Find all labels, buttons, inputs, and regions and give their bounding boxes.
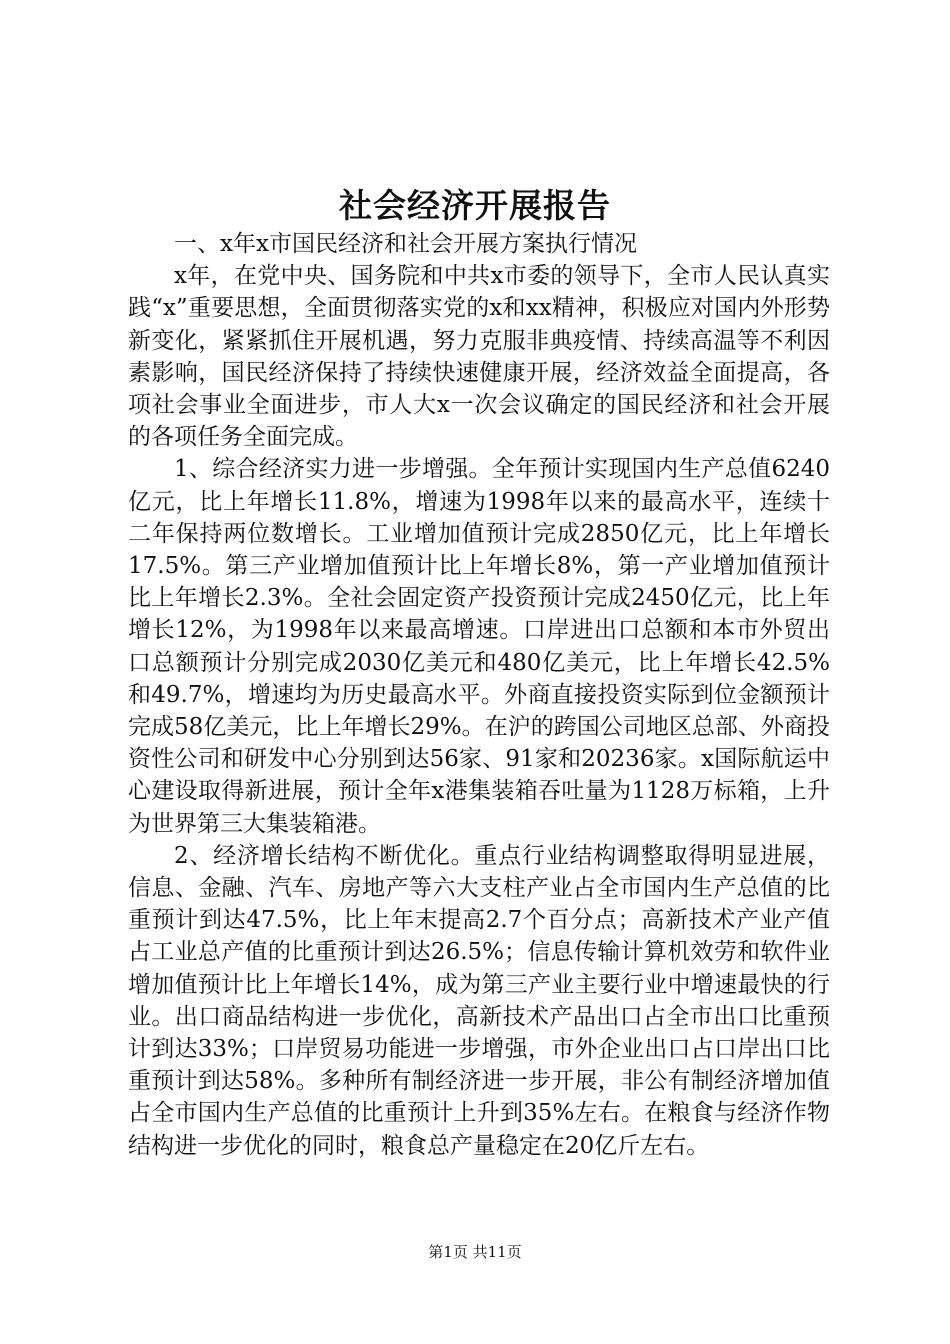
document-body bbox=[128, 228, 830, 1162]
page-number-footer: 第1页 共11页 bbox=[428, 1243, 522, 1261]
paragraph-growth-structure: 2、经济增长结构不断优化。重点行业结构调整取得明显进展，信息、金融、汽车、房地产等六大支柱产业占全市国内生产总值的比重预计到达47.5%，比上年末提高2.7个百分点；高新技术产业产值占工业总产值的比重预计到达26.5%；信息传输计算机效劳和软件业增加值预计比上年增长14%，成为第三产业主要行业中增速最快的行业。出口商品结构进一步优化，高新技术产品出口占全市出口比重预计到达33%；口岸贸易功能进一步增强，市外企业出口占口岸出口比重预计到达58%。多种所有制经济进一步开展，非公有制经济增加值占全市国内生产总值的比重预计上升到35%左右。在粮食与经济作物结构进一步优化的同时，粮食总产量稳定在20亿斤左右。 bbox=[128, 842, 830, 1159]
paragraph-overview: x年，在党中央、国务院和中共x市委的领导下，全市人民认真实践“x”重要思想，全面贯彻落实党的x和xx精神，积极应对国内外形势新变化，紧紧抓住开展机遇，努力克服非典疫情、持续高温等不利因素影响，国民经济保持了持续快速健康开展，经济效益全面提高，各项社会事业全面进步，市人大x一次会议确定的国民经济和社会开展的各项任务全面完成。 bbox=[128, 263, 830, 451]
document-title: 社会经济开展报告 bbox=[339, 186, 611, 225]
paragraph-economic-strength: 1、综合经济实力进一步增强。全年预计实现国内生产总值6240亿元，比上年增长11.8%，增速为1998年以来的最高水平，连续十二年保持两位数增长。工业增加值预计完成2850亿元，比上年增长17.5%。第三产业增加值预计比上年增长8%，第一产业增加值预计比上年增长2.3%。全社会固定资产投资预计完成2450亿元，比上年增长12%，为1998年以来最高增速。口岸进出口总额和本市外贸出口总额预计分别完成2030亿美元和480亿美元，比上年增长42.5%和49.7%，增速均为历史最高水平。外商直接投资实际到位金额预计完成58亿美元，比上年增长29%。在沪的跨国公司地区总部、外商投资性公司和研发中心分别到达56家、91家和20236家。x国际航运中心建设取得新进展，预计全年x港集装箱吞吐量为1128万标箱，上升为世界第三大集装箱港。 bbox=[128, 456, 830, 837]
section-heading: 一、x年x市国民经济和社会开展方案执行情况 bbox=[174, 231, 637, 257]
